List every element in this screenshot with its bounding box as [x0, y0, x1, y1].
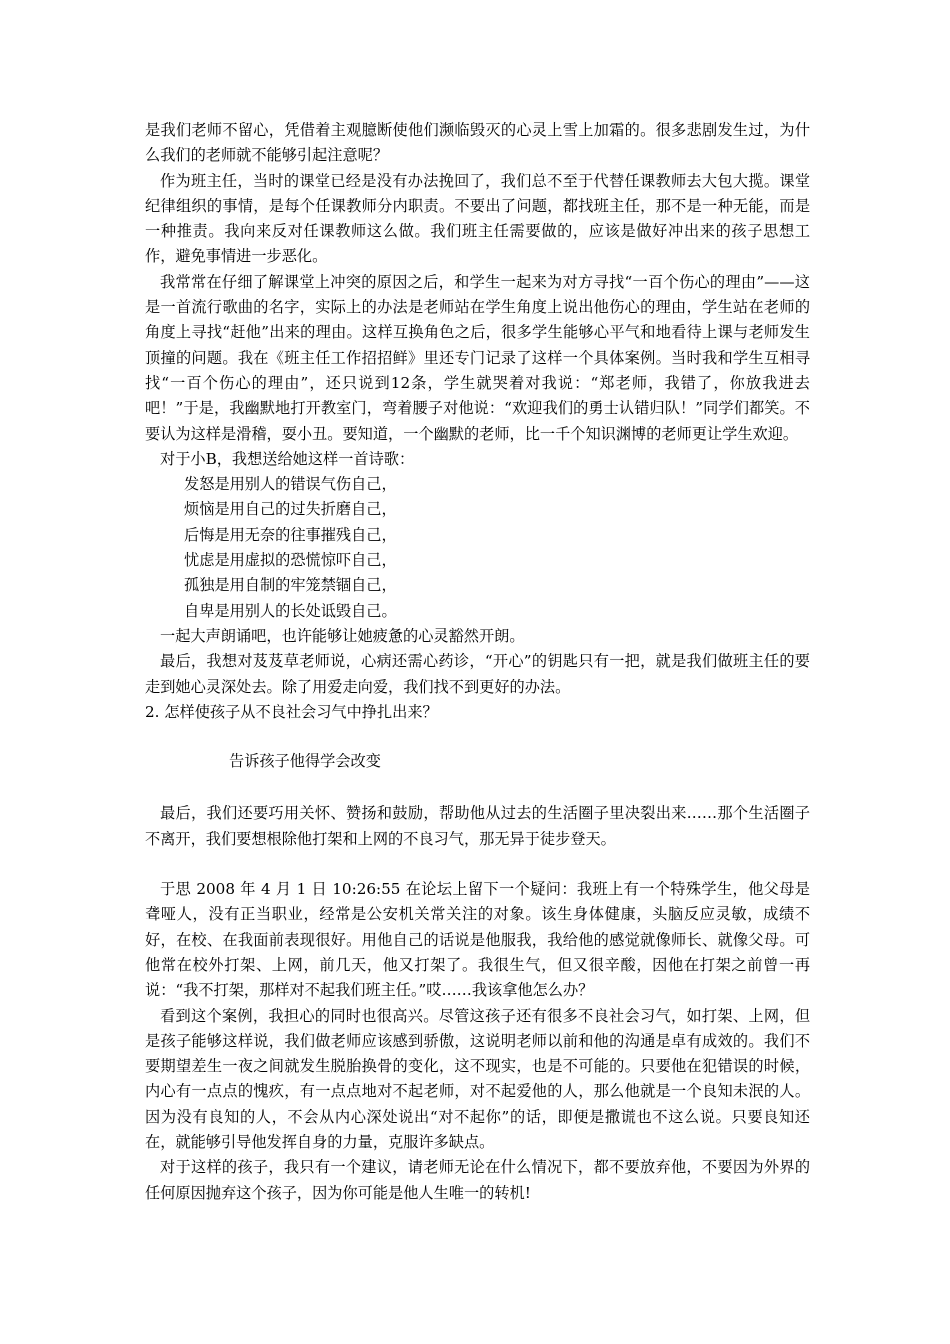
poem-line: 孤独是用自制的牢笼禁锢自己， — [184, 576, 397, 595]
poem-line: 后悔是用无奈的往事摧残自己， — [184, 525, 397, 544]
poem-line: 烦恼是用自己的过失折磨自己， — [184, 500, 397, 519]
poem — [145, 472, 810, 624]
subtitle: 告诉孩子他得学会改变 — [229, 752, 381, 771]
case-paragraph: 对于这样的孩子，我只有一个建议，请老师无论在什么情况下，都不要放弃他，不要因为外界的任何原因抛弃这个孩子，因为你可能是他人生唯一的转机! — [145, 1158, 810, 1202]
document-page — [145, 118, 810, 1206]
case-paragraph: 看到这个案例，我担心的同时也很高兴。尽管这孩子还有很多不良社会习气，如打架、上网，但是孩子能够这样说，我们做老师应该感到骄傲，这说明老师以前和他的沟通是卓有成效的。我们不要期望差生一夜之间就发生脱胎换骨的变化，这不现实，也是不可能的。只要他在犯错误的时候，内心有一点点的愧疚，有一点点地对不起老师，对不起爱他的人，那么他就是一个良知未泯的人。因为没有良知的人，不会从内心深处说出“对不起你”的话，即便是撒谎也不这么说。只要良知还在，就能够引导他发挥自身的力量，克服许多缺点。 — [145, 1006, 810, 1151]
case-paragraph: 于思 2008 年 4 月 1 日 10:26:55 在论坛上留下一个疑问：我班上有一个特殊学生，他父母是聋哑人，没有正当职业，经常是公安机关常关注的对象。该生身体健康，头脑反应灵敏，成绩不好，在校、在我面前表现很好。用他自己的话说是他服我，我给他的感觉就像师长、就像父母。可他常在校外打架、上网，前几天，他又打架了。我很生气，但又很辛酸，因他在打架之前曾一再说：“我不打架，那样对不起我们班主任。”哎……我该拿他怎么办？ — [145, 880, 810, 1000]
paragraph: 最后，我想对芨芨草老师说，心病还需心药诊，“开心”的钥匙只有一把，就是我们做班主任的要走到她心灵深处去。除了用爱走向爱，我们找不到更好的办法。 — [145, 652, 810, 696]
poem-line: 自卑是用别人的长处诋毁自己。 — [184, 601, 397, 620]
paragraph: 是我们老师不留心，凭借着主观臆断使他们濒临毁灭的心灵上雪上加霜的。很多悲剧发生过，为什么我们的老师就不能够引起注意呢？ — [145, 121, 810, 165]
intro-paragraph: 最后，我们还要巧用关怀、赞扬和鼓励，帮助他从过去的生活圈子里决裂出来……那个生活圈子不离开，我们要想根除他打架和上网的不良习气，那无异于徒步登天。 — [145, 804, 810, 848]
paragraph: 一起大声朗诵吧，也许能够让她疲惫的心灵豁然开朗。 — [160, 626, 525, 645]
section-heading: 2. 怎样使孩子从不良社会习气中挣扎出来？ — [145, 702, 438, 721]
poem-line: 发怒是用别人的错误气伤自己， — [184, 475, 397, 494]
poem-intro: 对于小B，我想送给她这样一首诗歌： — [160, 449, 415, 468]
poem-line: 忧虑是用虚拟的恐慌惊吓自己， — [184, 551, 397, 570]
paragraph: 作为班主任，当时的课堂已经是没有办法挽回了，我们总不至于代替任课教师去大包大揽。课堂纪律组织的事情，是每个任课教师分内职责。不要出了问题，都找班主任，那不是一种无能，而是一种推责。我向来反对任课教师这么做。我们班主任需要做的，应该是做好冲出来的孩子思想工作，避免事情进一步恶化。 — [145, 171, 810, 266]
paragraph: 我常常在仔细了解课堂上冲突的原因之后，和学生一起来为对方寻找“一百个伤心的理由”——这是一首流行歌曲的名字，实际上的办法是老师站在学生角度上说出他伤心的理由，学生站在老师的角度上寻找“赶他”出来的理由。这样互换角色之后，很多学生能够心平气和地看待上课与老师发生顶撞的问题。我在《班主任工作招招鲜》里还专门记录了这样一个具体案例。当时我和学生互相寻找“一百个伤心的理由”，还只说到12条，学生就哭着对我说：“郑老师，我错了，你放我进去吧！”于是，我幽默地打开教室门，弯着腰子对他说：“欢迎我们的勇士认错归队！”同学们都笑。不要认为这样是滑稽，耍小丑。要知道，一个幽默的老师，比一千个知识渊博的老师更让学生欢迎。 — [145, 272, 810, 443]
